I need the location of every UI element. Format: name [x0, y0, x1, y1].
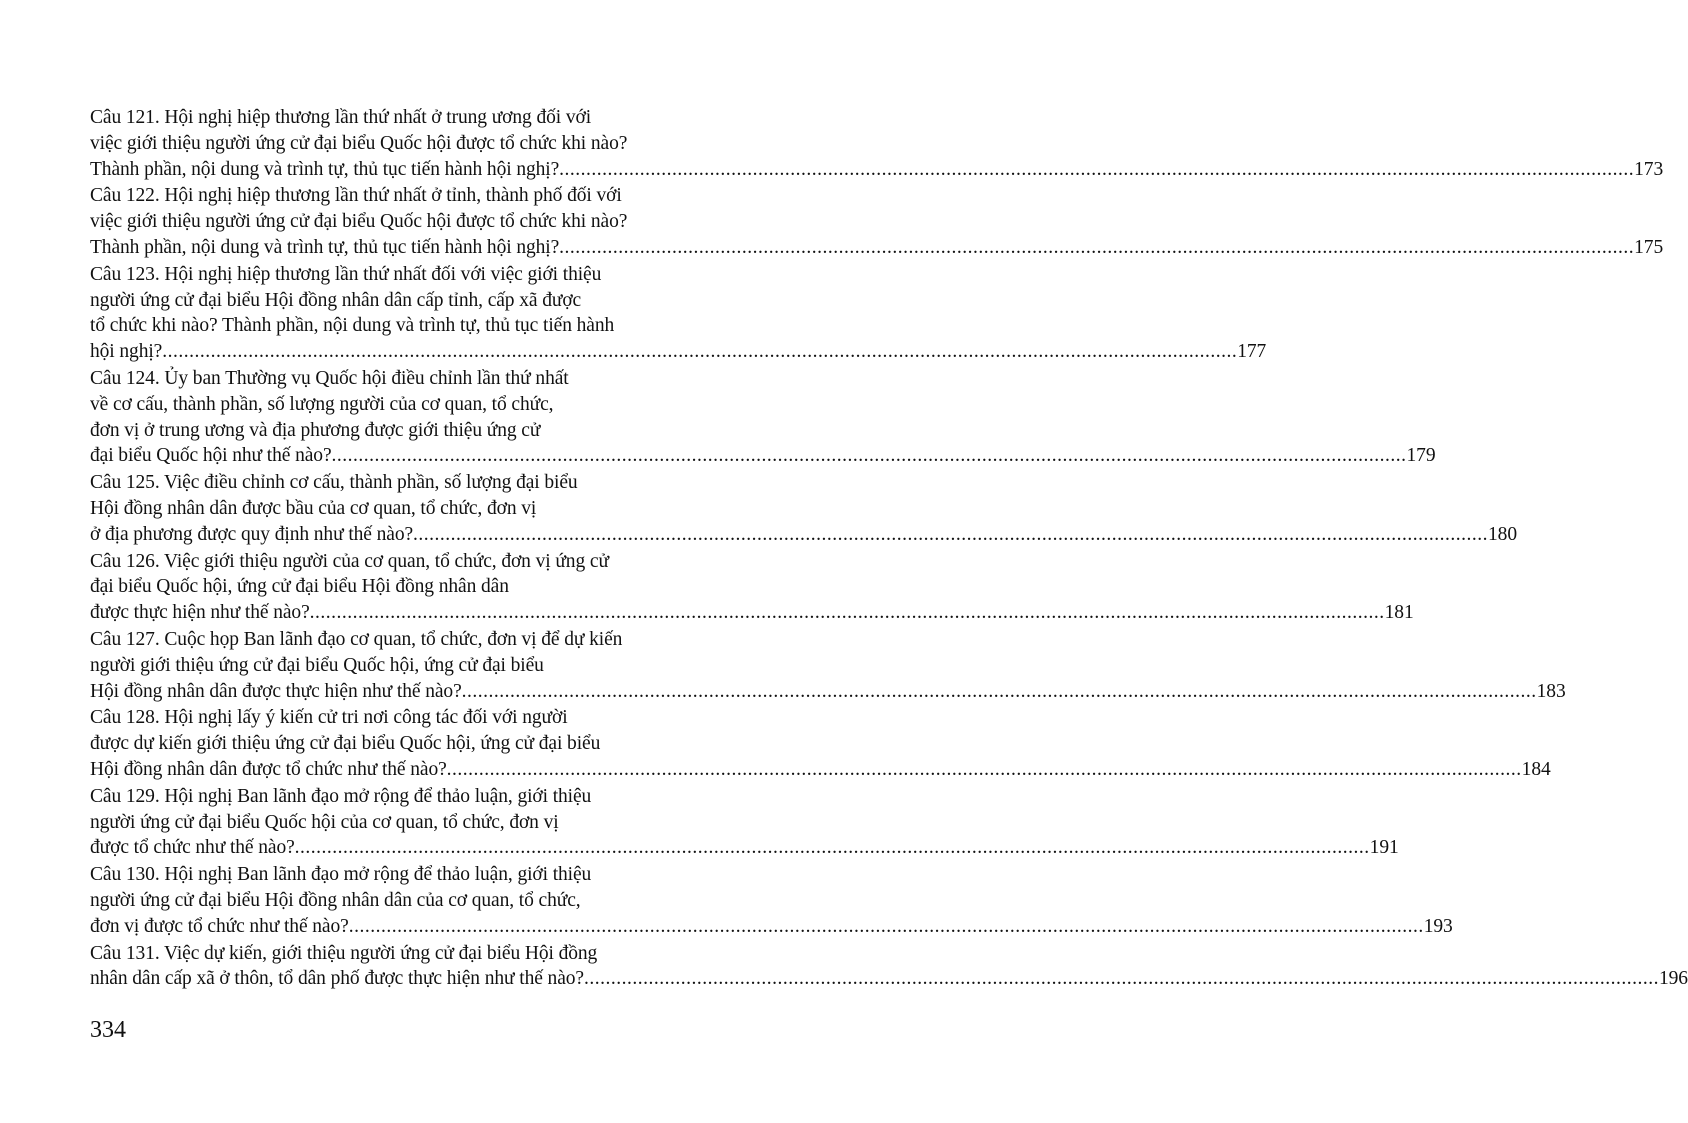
toc-entry-text-line: Hội đồng nhân dân được thực hiện như thế nào? [90, 680, 462, 702]
toc-entry-text-line: việc giới thiệu người ứng cử đại biểu Quốc hội được tổ chức khi nào? [90, 132, 628, 154]
toc-entry [90, 705, 1551, 782]
dot-leader: ........................................................................................................................................................................................................ [446, 758, 1522, 780]
toc-entry-text-line: người ứng cử đại biểu Hội đồng nhân dân cấp tỉnh, cấp xã được [90, 289, 582, 311]
toc-entry-text-line: về cơ cấu, thành phần, số lượng người của cơ quan, tổ chức, [90, 393, 554, 415]
dot-leader: ........................................................................................................................................................................................................ [348, 915, 1424, 937]
toc-entry-text-line: Câu 129. Hội nghị Ban lãnh đạo mở rộng để thảo luận, giới thiệu [90, 785, 592, 807]
toc-entry-text-line: đơn vị ở trung ương và địa phương được giới thiệu ứng cử [90, 419, 541, 441]
toc-entry-text-line: người ứng cử đại biểu Hội đồng nhân dân của cơ quan, tổ chức, [90, 889, 581, 911]
toc-entry-text-line: Câu 127. Cuộc họp Ban lãnh đạo cơ quan, tổ chức, đơn vị để dự kiến [90, 628, 623, 650]
toc-entry-text-line: Câu 131. Việc dự kiến, giới thiệu người ứng cử đại biểu Hội đồng [90, 942, 598, 964]
toc-entry-page-number: 173 [1634, 158, 1664, 180]
toc-entry [90, 627, 1566, 704]
toc-entry [90, 105, 1664, 182]
toc-entry [90, 470, 1517, 547]
toc-entry-text-line: Câu 126. Việc giới thiệu người của cơ quan, tổ chức, đơn vị ứng cử [90, 550, 609, 572]
toc-entry-text-line: được dự kiến giới thiệu ứng cử đại biểu Quốc hội, ứng cử đại biểu [90, 733, 601, 755]
toc-entry-text-line: người giới thiệu ứng cử đại biểu Quốc hội, ứng cử đại biểu [90, 654, 544, 676]
toc-entry-text-line: Câu 121. Hội nghị hiệp thương lần thứ nhất ở trung ương đối với [90, 107, 592, 128]
toc-entry-text-line: Thành phần, nội dung và trình tự, thủ tục tiến hành hội nghị? [90, 158, 560, 180]
toc-entry [90, 549, 1414, 626]
toc-entry-text-line: đại biểu Quốc hội như thế nào? [90, 445, 332, 467]
toc-entry-page-number: 177 [1237, 341, 1267, 363]
toc-entry-last-line [90, 966, 1688, 992]
toc-entry-page-number: 191 [1369, 837, 1399, 859]
toc-entry-page-number: 184 [1521, 758, 1551, 780]
dot-leader: ........................................................................................................................................................................................................ [461, 680, 1537, 702]
toc-entry [90, 262, 1267, 365]
toc-entry-last-line [90, 757, 1551, 783]
toc-entry-page-number: 183 [1536, 680, 1566, 702]
toc-entry-text-line: Câu 125. Việc điều chỉnh cơ cấu, thành phần, số lượng đại biểu [90, 472, 578, 494]
toc-entry-last-line [90, 679, 1566, 705]
toc-entry-last-line [90, 600, 1414, 626]
toc-entry-last-line [90, 339, 1267, 365]
table-of-contents [90, 105, 1688, 993]
toc-entry-text-line: tổ chức khi nào? Thành phần, nội dung và trình tự, thủ tục tiến hành [90, 315, 615, 337]
toc-entry-text-line: hội nghị? [90, 341, 163, 363]
page-number: 334 [90, 1017, 126, 1043]
toc-entry-text-line: người ứng cử đại biểu Quốc hội của cơ quan, tổ chức, đơn vị [90, 811, 559, 833]
toc-entry-last-line [90, 835, 1399, 861]
toc-entry-page-number: 181 [1384, 602, 1414, 624]
toc-entry-page-number: 180 [1488, 523, 1517, 545]
toc-entry-text-line: Câu 128. Hội nghị lấy ý kiến cử tri nơi công tác đối với người [90, 707, 568, 729]
toc-entry-page-number: 193 [1423, 915, 1453, 937]
toc-entry-text-line: đơn vị được tổ chức như thế nào? [90, 915, 349, 937]
toc-entry-text-line: đại biểu Quốc hội, ứng cử đại biểu Hội đồng nhân dân [90, 576, 509, 598]
toc-entry [90, 941, 1688, 993]
toc-entry-text-line: Câu 124. Ủy ban Thường vụ Quốc hội điều chỉnh lần thứ nhất [90, 367, 569, 389]
toc-entry [90, 183, 1664, 260]
toc-entry-text-line: Câu 122. Hội nghị hiệp thương lần thứ nhất ở tỉnh, thành phố đối với [90, 185, 622, 207]
toc-entry-last-line [90, 522, 1517, 548]
toc-entry-text-line: được tổ chức như thế nào? [90, 837, 295, 859]
toc-entry [90, 366, 1436, 469]
toc-entry-text-line: Câu 123. Hội nghị hiệp thương lần thứ nhất đối với việc giới thiệu [90, 263, 602, 285]
toc-entry [90, 784, 1399, 861]
toc-entry-text-line: Thành phần, nội dung và trình tự, thủ tục tiến hành hội nghị? [90, 236, 560, 258]
dot-leader: ........................................................................................................................................................................................................ [309, 602, 1385, 624]
dot-leader: ........................................................................................................................................................................................................ [583, 968, 1659, 990]
toc-entry-last-line [90, 443, 1436, 469]
dot-leader: ........................................................................................................................................................................................................ [559, 236, 1635, 258]
toc-entry-text-line: ở địa phương được quy định như thế nào? [90, 523, 414, 545]
dot-leader: ........................................................................................................................................................................................................ [162, 341, 1238, 363]
dot-leader: ........................................................................................................................................................................................................ [294, 837, 1370, 859]
toc-entry-page-number: 196 [1658, 968, 1688, 990]
dot-leader: ........................................................................................................................................................................................................ [559, 158, 1635, 180]
toc-entry-text-line: việc giới thiệu người ứng cử đại biểu Quốc hội được tổ chức khi nào? [90, 211, 628, 233]
toc-entry-text-line: nhân dân cấp xã ở thôn, tổ dân phố được thực hiện như thế nào? [90, 968, 584, 990]
toc-entry-text-line: được thực hiện như thế nào? [90, 602, 310, 624]
toc-entry-last-line [90, 235, 1664, 261]
toc-entry [90, 862, 1453, 939]
toc-entry-text-line: Hội đồng nhân dân được tổ chức như thế nào? [90, 758, 447, 780]
toc-entry-page-number: 175 [1634, 236, 1664, 258]
toc-entry-text-line: Câu 130. Hội nghị Ban lãnh đạo mở rộng để thảo luận, giới thiệu [90, 864, 592, 886]
toc-entry-last-line [90, 914, 1453, 940]
toc-entry-page-number: 179 [1406, 445, 1436, 467]
toc-entry-text-line: Hội đồng nhân dân được bầu của cơ quan, tổ chức, đơn vị [90, 497, 537, 519]
dot-leader: ........................................................................................................................................................................................................ [331, 445, 1407, 467]
dot-leader: ........................................................................................................................................................................................................ [413, 523, 1489, 545]
toc-entry-last-line [90, 157, 1664, 183]
